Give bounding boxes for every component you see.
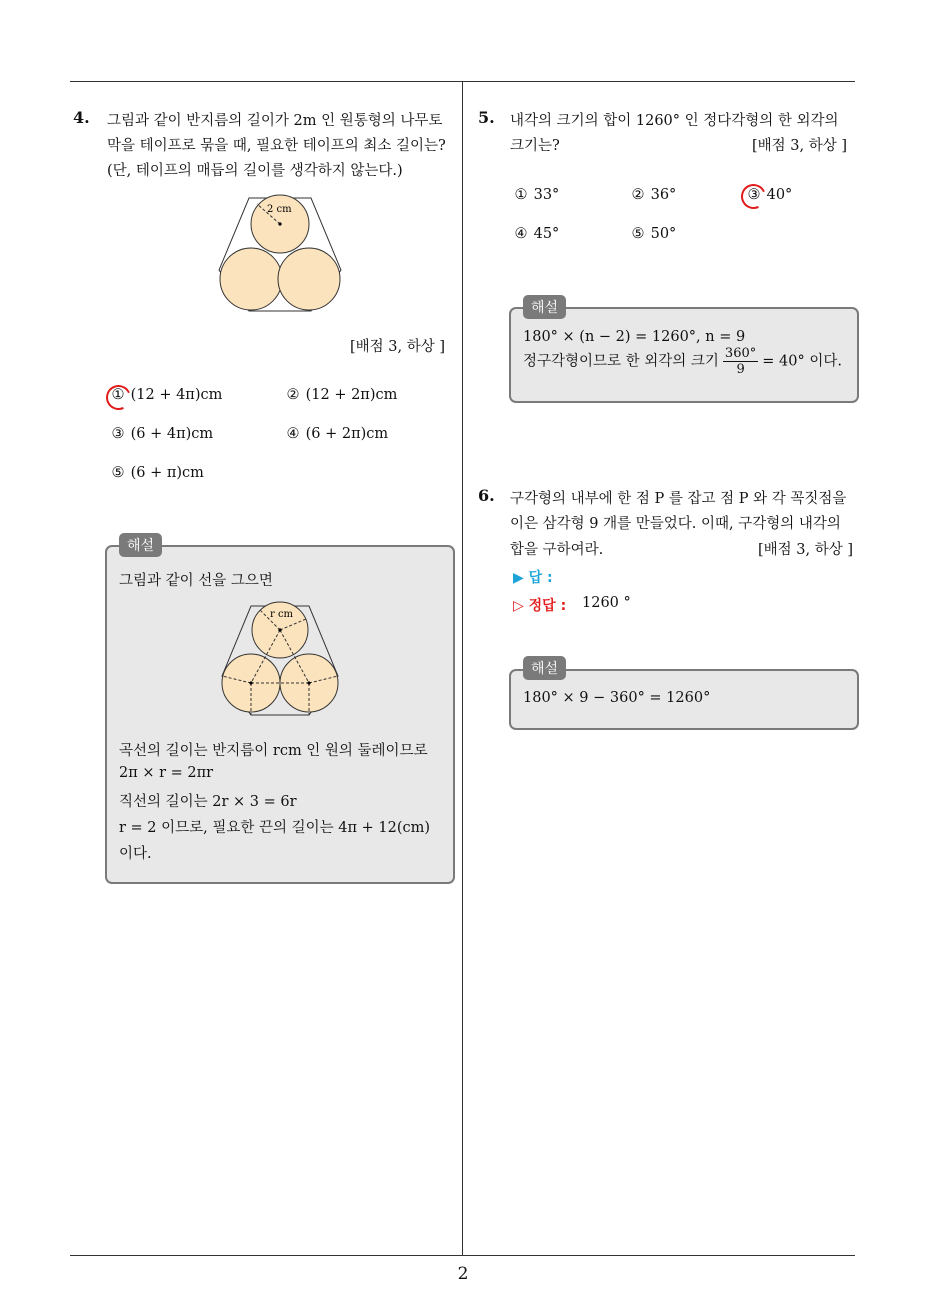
question-5-solution-box bbox=[509, 307, 859, 403]
question-4-figure bbox=[215, 190, 345, 315]
choice-mark: ⑤ bbox=[111, 465, 125, 481]
log-circle-right bbox=[278, 248, 340, 310]
choice-text: (6 + 2π)cm bbox=[305, 426, 389, 442]
question-6-text-line3: 합을 구하여라. bbox=[510, 542, 604, 558]
solution-tag: 해설 bbox=[119, 533, 162, 557]
choice-mark: ① bbox=[514, 187, 528, 203]
question-4-number: 4. bbox=[73, 108, 90, 127]
choice-text: 50° bbox=[650, 226, 677, 242]
question-5-score: [배점 3, 하상 ] bbox=[752, 138, 848, 154]
question-6-score: [배점 3, 하상 ] bbox=[758, 542, 854, 558]
question-4-text-line3: (단, 테이프의 매듭의 길이를 생각하지 않는다.) bbox=[107, 163, 403, 179]
choice-mark: ③ bbox=[111, 426, 125, 442]
solution-figure bbox=[218, 600, 342, 718]
radius-label: 2 cm bbox=[267, 204, 292, 215]
solution-tag: 해설 bbox=[523, 656, 566, 680]
radius-label: r cm bbox=[270, 609, 294, 620]
choice-mark: ④ bbox=[514, 226, 528, 242]
q4-choice-3[interactable] bbox=[110, 426, 213, 442]
question-5-number: 5. bbox=[478, 108, 495, 127]
solution-line2: 곡선의 길이는 반지름이 rcm 인 원의 둘레이므로 bbox=[119, 743, 428, 759]
choice-mark: ② bbox=[631, 187, 645, 203]
fraction: $\frac{360^\circ}{9}$ bbox=[724, 346, 757, 377]
question-4-text-line1: 그림과 같이 반지름의 길이가 2m 인 원통형의 나무토 bbox=[107, 113, 443, 129]
answer-label: ▶ 답 : bbox=[513, 570, 553, 586]
question-4-solution-box bbox=[105, 545, 455, 884]
column-divider bbox=[462, 82, 463, 1256]
choice-mark: ④ bbox=[286, 426, 300, 442]
q4-choice-2[interactable] bbox=[285, 387, 397, 403]
bottom-rule bbox=[70, 1255, 855, 1256]
solution-line5: r = 2 이므로, 필요한 끈의 길이는 4π + 12(cm) bbox=[119, 820, 431, 836]
solution-line3: 2π × r = 2πr bbox=[119, 765, 214, 781]
q5-choice-2[interactable] bbox=[630, 187, 676, 203]
question-4-score: [배점 3, 하상 ] bbox=[350, 339, 446, 355]
choice-mark: ⑤ bbox=[631, 226, 645, 242]
q4-choice-5[interactable] bbox=[110, 465, 204, 481]
solution-line1: 180° × (n − 2) = 1260°, n = 9 bbox=[523, 329, 746, 345]
choice-text: 33° bbox=[533, 187, 560, 203]
solution-line1: 180° × 9 − 360° = 1260° bbox=[523, 690, 711, 706]
q5-choice-4[interactable] bbox=[513, 226, 559, 242]
question-6-text-line1: 구각형의 내부에 한 점 P 를 잡고 점 P 와 각 꼭짓점을 bbox=[510, 491, 847, 507]
question-5-text-line1: 내각의 크기의 합이 1260° 인 정다각형의 한 외각의 bbox=[510, 113, 839, 129]
question-6-text-line2: 이은 삼각형 9 개를 만들었다. 이때, 구각형의 내각의 bbox=[510, 516, 841, 532]
choice-text: 45° bbox=[533, 226, 560, 242]
question-6-number: 6. bbox=[478, 486, 495, 505]
choice-mark: ① bbox=[111, 387, 125, 403]
solution-tag: 해설 bbox=[523, 295, 566, 319]
choice-text: 36° bbox=[650, 187, 677, 203]
choice-text: (12 + 2π)cm bbox=[305, 387, 398, 403]
log-circle-left bbox=[220, 248, 282, 310]
solution-line1: 그림과 같이 선을 그으면 bbox=[119, 573, 273, 589]
question-5-text-line2: 크기는? bbox=[510, 138, 560, 154]
choice-text: 40° bbox=[766, 187, 793, 203]
page-number: 2 bbox=[457, 1264, 469, 1284]
choice-mark: ② bbox=[286, 387, 300, 403]
selected-answer-circle bbox=[737, 180, 769, 212]
q5-choice-1[interactable] bbox=[513, 187, 559, 203]
q4-choice-4[interactable] bbox=[285, 426, 388, 442]
solution-line4: 직선의 길이는 2r × 3 = 6r bbox=[119, 794, 297, 810]
choice-mark: ③ bbox=[747, 187, 761, 203]
correct-answer-value: 1260 ° bbox=[582, 595, 631, 611]
q5-choice-5[interactable] bbox=[630, 226, 676, 242]
choice-text: (6 + π)cm bbox=[130, 465, 204, 481]
solution-line2: 정구각형이므로 한 외각의 크기 $\frac{360^\circ}{9}$ = 40° 이다. bbox=[523, 346, 842, 377]
solution-line6: 이다. bbox=[119, 846, 152, 862]
choice-text: (12 + 4π)cm bbox=[130, 387, 223, 403]
question-4-text-line2: 막을 테이프로 묶을 때, 필요한 테이프의 최소 길이는? bbox=[107, 138, 446, 154]
correct-answer-label: ▷ 정답 : bbox=[513, 598, 567, 614]
choice-text: (6 + 4π)cm bbox=[130, 426, 214, 442]
